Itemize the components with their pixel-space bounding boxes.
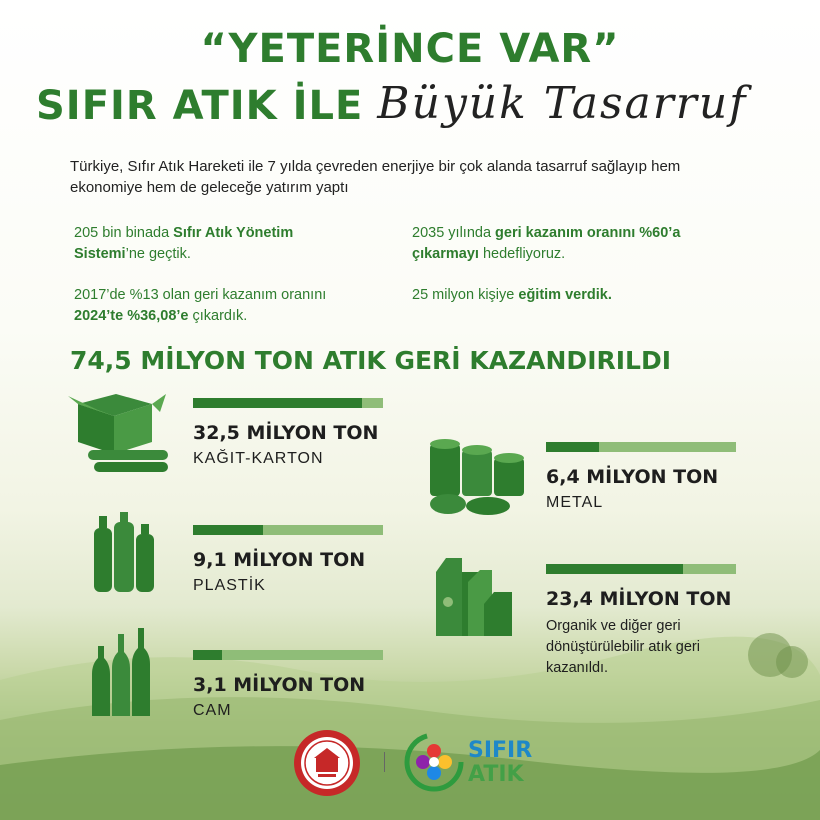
progress-fill: [193, 650, 222, 660]
title-line-2-group: [36, 78, 747, 129]
progress-bar: [193, 525, 383, 535]
progress-bar: [546, 442, 736, 452]
logo-word-sifir: SIFIR: [468, 738, 533, 763]
item-glass: [193, 650, 383, 720]
title-line-2: SIFIR ATIK İLE: [36, 83, 364, 129]
glass-bottles-icon: [88, 624, 154, 718]
paper-box-icon: [68, 390, 172, 478]
progress-bar: [546, 564, 736, 574]
item-amount: 6,4 MİLYON TON: [546, 466, 719, 488]
item-amount: 3,1 MİLYON TON: [193, 674, 366, 696]
item-metal: [546, 442, 736, 512]
progress-fill: [546, 564, 683, 574]
ministry-seal-logo: [292, 728, 362, 798]
plastic-bottles-icon: [88, 510, 160, 594]
progress-bar: [193, 650, 383, 660]
item-label: PLASTİK: [193, 577, 266, 594]
item-amount: 9,1 MİLYON TON: [193, 549, 366, 571]
item-organic: [546, 564, 746, 679]
item-label: KAĞIT-KARTON: [193, 450, 324, 467]
progress-bar: [193, 398, 383, 408]
progress-fill: [193, 398, 362, 408]
headline-total: 74,5 MİLYON TON ATIK GERİ KAZANDIRILDI: [70, 346, 672, 375]
fact-target-2035: 2035 yılında geri kazanım oranını %60’a çıkarmayı hedefliyoruz.: [412, 225, 681, 262]
title-line-1: “YETERİNCE VAR”: [200, 26, 620, 72]
item-label: CAM: [193, 702, 232, 719]
fact-recovery-rate: 2017’de %13 olan geri kazanım oranını 2024’te %36,08’e çıkardık.: [74, 287, 327, 324]
progress-fill: [546, 442, 599, 452]
progress-fill: [193, 525, 263, 535]
fact-buildings: 205 bin binada Sıfır Atık Yönetim Sistemi’ne geçtik.: [74, 225, 294, 262]
item-description: Organik ve diğer geri dönüştürülebilir atık geri kazanıldı.: [546, 618, 700, 676]
item-paper: [193, 398, 383, 468]
item-label: METAL: [546, 494, 604, 511]
item-amount: 23,4 MİLYON TON: [546, 588, 732, 610]
item-amount: 32,5 MİLYON TON: [193, 422, 379, 444]
logo-divider: [384, 752, 385, 772]
logo-word-atik: ATIK: [468, 762, 524, 787]
title-script: Büyük Tasarruf: [377, 78, 748, 129]
intro-text: Türkiye, Sıfır Atık Hareketi ile 7 yılda çevreden enerjiye bir çok alanda tasarruf sağlayıp hem ekonomiye hem de geleceğe yatırım yaptı: [70, 158, 681, 196]
metal-cans-icon: [426, 430, 530, 516]
cartons-icon: [432, 552, 514, 640]
fact-education: 25 milyon kişiye eğitim verdik.: [412, 287, 612, 303]
item-plastic: [193, 525, 383, 595]
sifir-atik-flower-icon: [404, 732, 464, 792]
